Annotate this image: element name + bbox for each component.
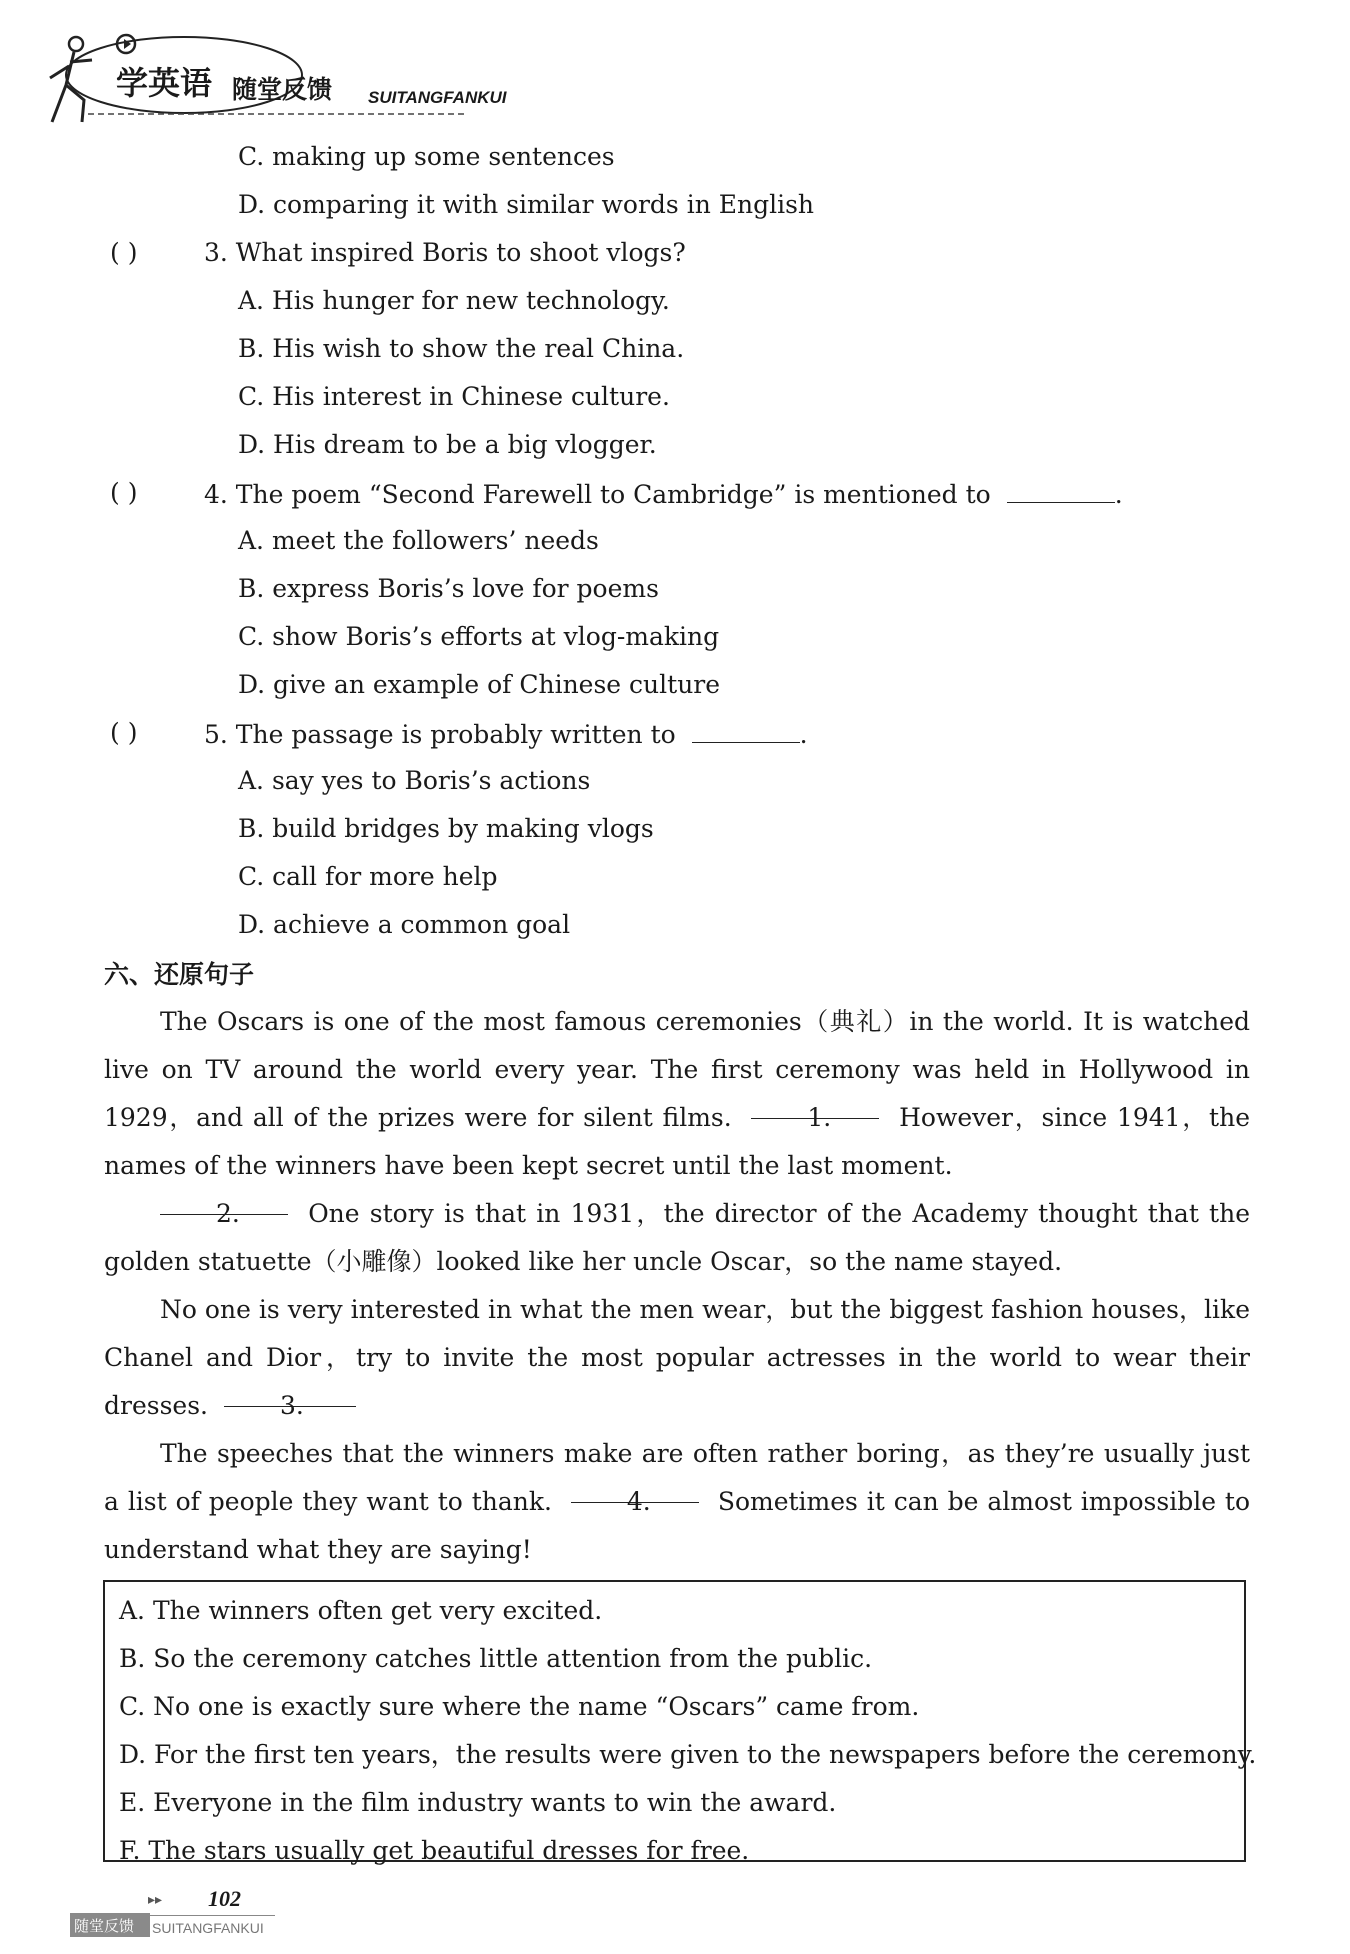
stem-period: .	[1114, 480, 1123, 509]
section-title: 六、还原句子	[104, 960, 255, 989]
footer-rule	[150, 1915, 275, 1916]
stem-period: .	[799, 720, 808, 749]
choice-item: D. For the first ten years，the results were given to the newspapers before the ceremony.	[119, 1740, 1257, 1769]
footer-tag-text: 随堂反馈	[74, 1917, 135, 1935]
option-text: A. His hunger for new technology.	[238, 286, 670, 315]
header-subtitle: 随堂反馈	[232, 75, 333, 104]
choice-item: E. Everyone in the film industry wants to win the award.	[119, 1788, 837, 1817]
option-text: D. comparing it with similar words in English	[238, 190, 815, 219]
question-stem-row	[204, 478, 1123, 510]
option-text: B. express Boris’s love for poems	[238, 574, 659, 603]
option-text: C. call for more help	[238, 862, 498, 891]
question-stem: 4. The poem “Second Farewell to Cambridge” is mentioned to	[204, 480, 991, 509]
passage-text: The speeches that the winners make are often rather boring，as they’re usually just a list of people they want to thank.	[104, 1439, 1250, 1516]
passage-paragraph-3	[104, 1286, 1250, 1430]
answer-blank-2[interactable]	[160, 1190, 288, 1228]
passage-text: No one is very interested in what the men wear，but the biggest fashion houses，like Chanel and Dior，try to invite the most popular actresses in the world to wear their dresses.	[104, 1295, 1250, 1420]
blank-number: 2.	[216, 1199, 240, 1228]
footer-tag	[70, 1913, 150, 1937]
answer-bracket: ( )	[110, 238, 138, 267]
answer-bracket: ( )	[110, 718, 138, 747]
answer-blank[interactable]	[692, 718, 800, 743]
option-text: D. His dream to be a big vlogger.	[238, 430, 657, 459]
choices-box	[103, 1580, 1257, 1865]
choice-item: F. The stars usually get beautiful dresses for free.	[119, 1836, 750, 1865]
blank-number: 4.	[626, 1487, 651, 1516]
answer-blank-3[interactable]	[224, 1382, 356, 1420]
header-subtitle-en: SUITANGFANKUI	[368, 88, 507, 107]
footer-tag-en: SUITANGFANKUI	[152, 1920, 264, 1936]
question-stem: 3. What inspired Boris to shoot vlogs?	[204, 238, 686, 267]
option-text: A. meet the followers’ needs	[238, 526, 599, 555]
passage-paragraph-2	[104, 1190, 1250, 1286]
passage-text: Sometimes it can be almost impossible to understand what they are saying!	[104, 1487, 1251, 1564]
blank-number: 3.	[279, 1391, 304, 1420]
option-text: D. achieve a common goal	[238, 910, 571, 939]
passage-paragraph-1	[104, 998, 1250, 1190]
header-title: 学英语	[116, 64, 213, 102]
footer-arrows-icon: ▸▸	[148, 1892, 163, 1908]
answer-blank-4[interactable]	[571, 1478, 699, 1516]
option-text: C. making up some sentences	[238, 142, 615, 171]
option-text: B. His wish to show the real China.	[238, 334, 685, 363]
page-number: 102	[208, 1886, 241, 1911]
passage-text: However，since 1941，the names of the winners have been kept secret until the last moment.	[104, 1103, 1250, 1180]
blank-number: 1.	[807, 1103, 832, 1132]
answer-blank[interactable]	[1007, 478, 1115, 503]
option-text: C. show Boris’s efforts at vlog-making	[238, 622, 720, 651]
option-text: A. say yes to Boris’s actions	[238, 766, 591, 795]
answer-bracket: ( )	[110, 478, 138, 507]
option-text: C. His interest in Chinese culture.	[238, 382, 670, 411]
choice-item: A. The winners often get very excited.	[119, 1596, 603, 1625]
question-stem-row	[204, 718, 808, 750]
passage-text: The Oscars is one of the most famous ceremonies（典礼）in the world. It is watched live on TV around the world every year. The first ceremony was held in Hollywood in 1929，and all of the prizes were for silent films.	[104, 1007, 1250, 1132]
question-stem: 5. The passage is probably written to	[204, 720, 676, 749]
option-text: D. give an example of Chinese culture	[238, 670, 721, 699]
choice-item: B. So the ceremony catches little attention from the public.	[119, 1644, 873, 1673]
passage-text: One story is that in 1931，the director of the Academy thought that the golden statuette（小雕像）looked like her uncle Oscar，so the name stayed.	[104, 1199, 1250, 1276]
answer-blank-1[interactable]	[751, 1094, 879, 1132]
option-text: B. build bridges by making vlogs	[238, 814, 654, 843]
passage-paragraph-4	[104, 1430, 1250, 1574]
choice-item: C. No one is exactly sure where the name “Oscars” came from.	[119, 1692, 920, 1721]
